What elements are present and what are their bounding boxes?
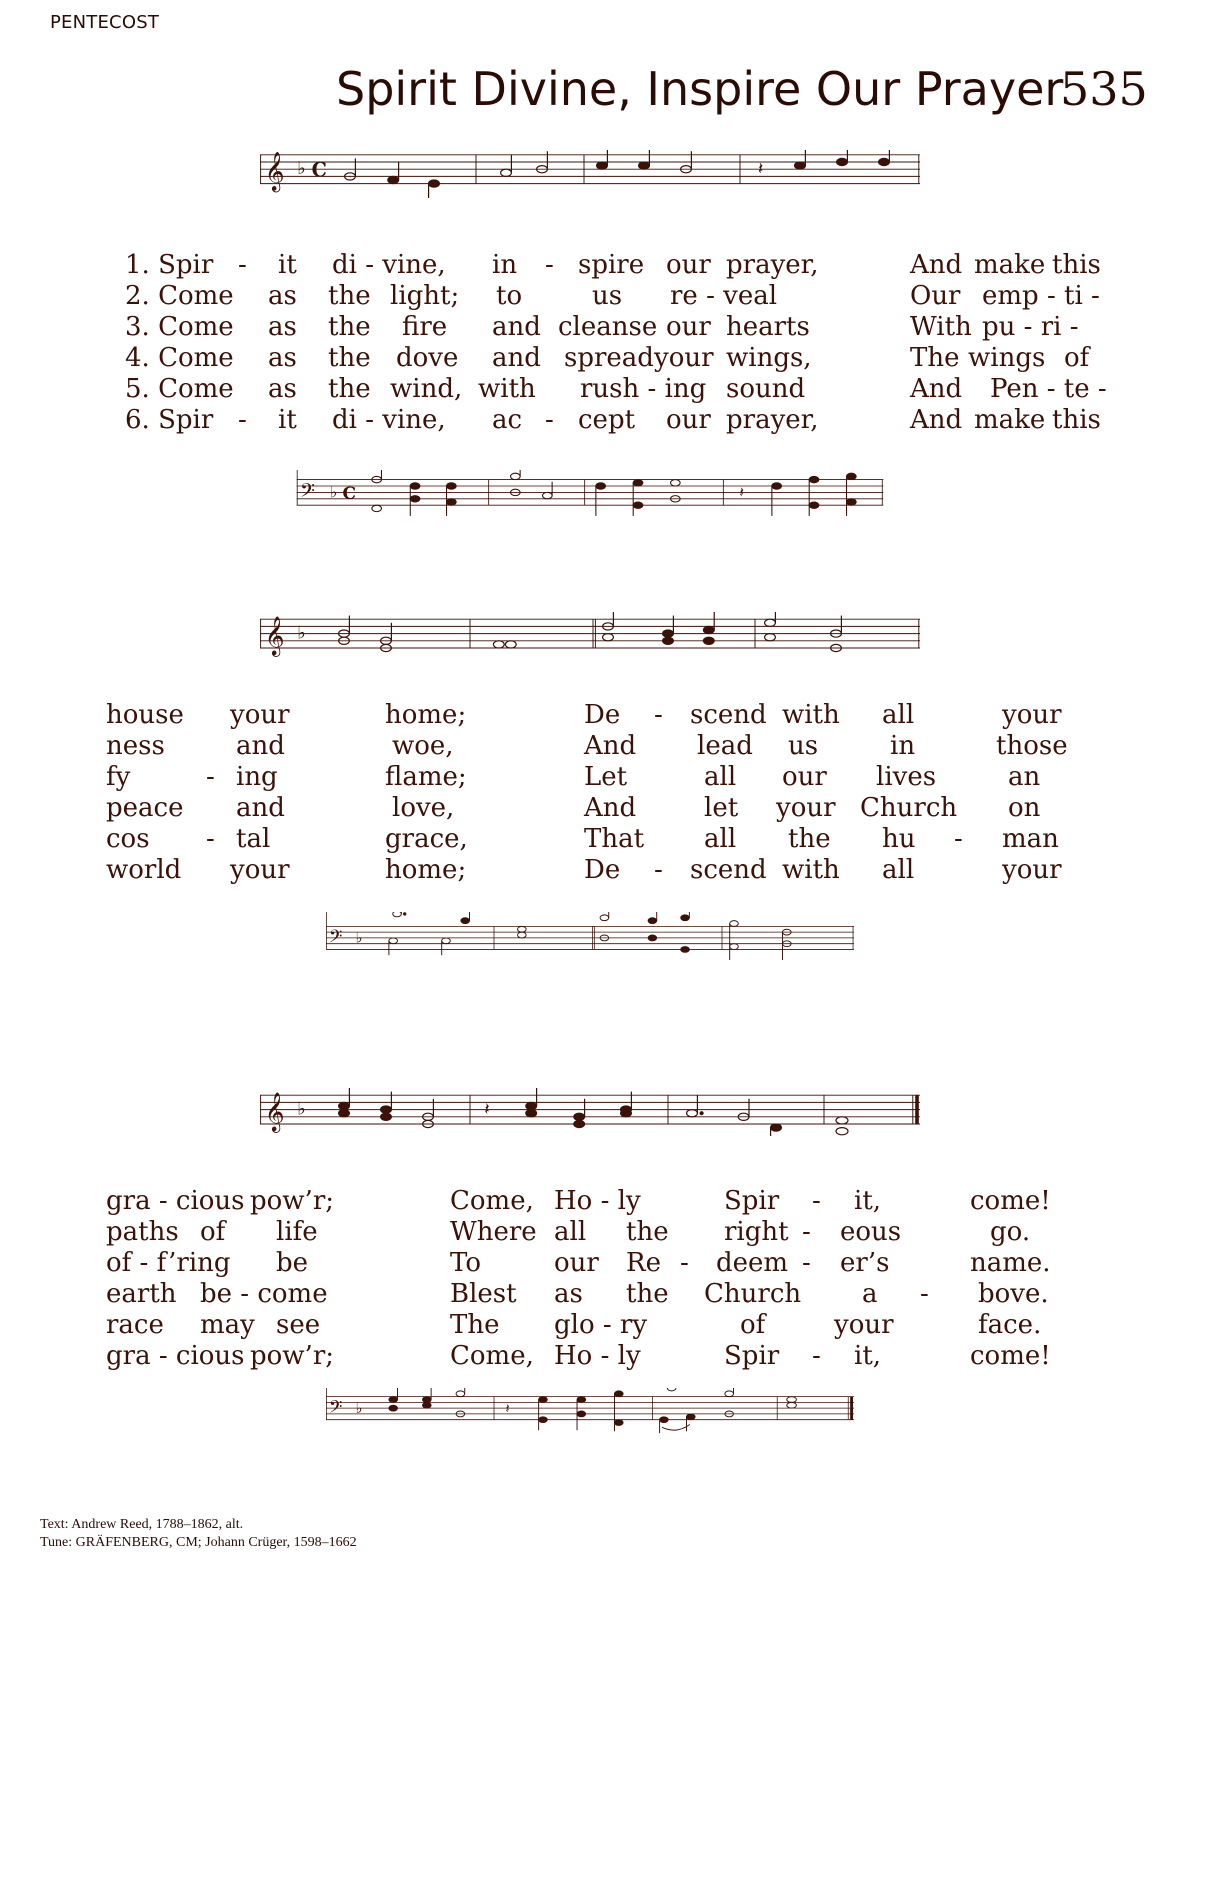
- bass-clef-icon: 𝄢: [328, 925, 343, 951]
- lyric-syllable: of: [740, 1310, 766, 1340]
- lyric-syllable: be - come: [200, 1279, 328, 1309]
- lyric-syllable: as: [268, 312, 297, 342]
- lyric-syllable: the: [328, 343, 371, 373]
- lyric-syllable: Where: [450, 1217, 537, 1247]
- lyric-syllable: -: [812, 1341, 821, 1371]
- lyric-syllable: -: [802, 1217, 811, 1247]
- lyric-syllable: Ho - ly: [554, 1341, 641, 1371]
- lyric-syllable: bove.: [978, 1279, 1049, 1309]
- lyric-syllable: -: [545, 250, 554, 280]
- lyric-syllable: paths: [106, 1217, 179, 1247]
- lyric-syllable: Church: [704, 1279, 802, 1309]
- lyric-syllable: your: [776, 793, 836, 823]
- lyric-syllable: as: [268, 374, 297, 404]
- lyric-syllable: 2. Come: [125, 281, 234, 311]
- lyric-syllable: face.: [978, 1310, 1042, 1340]
- lyric-syllable: lives: [876, 762, 937, 792]
- lyric-syllable: er’s: [840, 1248, 890, 1278]
- bass-staff: [40, 470, 1140, 518]
- lyric-syllable: Ho - ly: [554, 1186, 641, 1216]
- lyric-syllable: may: [200, 1310, 255, 1340]
- lyric-syllable: And: [910, 250, 963, 280]
- tune-credit: Tune: GRÄFENBERG, CM; Johann Crüger, 1598–1662: [40, 1535, 357, 1550]
- lyric-line-5: [40, 374, 1140, 405]
- lyric-syllable: the: [626, 1279, 669, 1309]
- lyric-syllable: di - vine,: [332, 250, 446, 280]
- lyric-syllable: all: [882, 855, 915, 885]
- lyric-line-2: [40, 731, 1140, 762]
- lyric-syllable: it,: [854, 1341, 882, 1371]
- lyric-syllable: our: [554, 1248, 599, 1278]
- lyric-line-3: [40, 312, 1140, 343]
- verse-lyrics: [40, 700, 1140, 886]
- lyric-syllable: tal: [236, 824, 271, 854]
- lyric-syllable: -: [680, 1248, 689, 1278]
- lyric-syllable: your: [834, 1310, 894, 1340]
- lyric-line-5: [40, 1310, 1140, 1341]
- lyric-syllable: as: [268, 343, 297, 373]
- lyric-syllable: And: [584, 731, 637, 761]
- lyric-syllable: with: [782, 700, 840, 730]
- lyric-syllable: on: [1008, 793, 1041, 823]
- lyric-syllable: this: [1052, 250, 1101, 280]
- lyric-syllable: Re: [626, 1248, 661, 1278]
- lyric-syllable: make: [974, 250, 1046, 280]
- lyric-syllable: all: [704, 824, 737, 854]
- svg-text:C: C: [311, 158, 327, 182]
- lyric-syllable: di - vine,: [332, 405, 446, 435]
- text-credit: Text: Andrew Reed, 1788–1862, alt.: [40, 1517, 244, 1532]
- lyric-syllable: our: [782, 762, 827, 792]
- lyric-syllable: your: [230, 700, 290, 730]
- lyric-syllable: The: [910, 343, 960, 373]
- lyric-syllable: -: [238, 405, 247, 435]
- lyric-syllable: prayer,: [726, 405, 819, 435]
- lyric-syllable: in: [890, 731, 916, 761]
- flat-icon: ♭: [297, 622, 306, 644]
- lyric-syllable: Let: [584, 762, 628, 792]
- lyric-syllable: peace: [106, 793, 184, 823]
- lyric-syllable: scend: [690, 855, 767, 885]
- lyric-line-1: [40, 250, 1140, 281]
- lyric-syllable: Our: [910, 281, 961, 311]
- lyric-syllable: the: [788, 824, 831, 854]
- lyric-syllable: of - f’ring: [106, 1248, 231, 1278]
- lyric-syllable: home;: [385, 855, 467, 885]
- lyric-syllable: wind,: [390, 374, 463, 404]
- treble-clef-icon: 𝄞: [264, 615, 285, 655]
- lyric-line-6: [40, 405, 1140, 436]
- lyric-syllable: -: [238, 250, 247, 280]
- lyric-syllable: the: [328, 281, 371, 311]
- lyric-syllable: -: [545, 405, 554, 435]
- lyric-syllable: And: [910, 374, 963, 404]
- treble-staff: [40, 1088, 1140, 1136]
- bass-staff: [40, 1388, 1140, 1436]
- lyric-syllable: ac: [492, 405, 523, 435]
- lyric-syllable: Pen - te -: [990, 374, 1107, 404]
- lyric-syllable: To: [450, 1248, 481, 1278]
- lyric-syllable: your: [654, 343, 714, 373]
- lyric-syllable: flame;: [385, 762, 467, 792]
- lyric-syllable: cos: [106, 824, 150, 854]
- lyric-syllable: And: [584, 793, 637, 823]
- flat-icon: ♭: [355, 1400, 363, 1417]
- lyric-line-4: [40, 343, 1140, 374]
- lyric-line-6: [40, 855, 1140, 886]
- lyric-syllable: 1. Spir: [125, 250, 214, 280]
- lyric-syllable: Church: [860, 793, 958, 823]
- lyric-syllable: our: [666, 312, 711, 342]
- credits: [40, 1516, 357, 1552]
- lyric-syllable: deem: [716, 1248, 789, 1278]
- lyric-syllable: glo - ry: [554, 1310, 648, 1340]
- treble-clef-icon: 𝄞: [264, 1091, 285, 1131]
- lyric-syllable: De: [584, 855, 621, 885]
- flat-icon: ♭: [297, 1098, 306, 1120]
- lyric-line-2: [40, 1217, 1140, 1248]
- lyric-syllable: gra - cious: [106, 1186, 245, 1216]
- lyric-syllable: home;: [385, 700, 467, 730]
- lyric-line-1: [40, 700, 1140, 731]
- svg-text:𝄽: 𝄽: [505, 1401, 510, 1417]
- bass-clef-icon: 𝄢: [328, 1395, 343, 1421]
- lyric-syllable: your: [230, 855, 290, 885]
- treble-staff: [40, 612, 1140, 660]
- lyric-syllable: our: [666, 405, 711, 435]
- lyric-line-5: [40, 824, 1140, 855]
- lyric-line-2: [40, 281, 1140, 312]
- lyric-syllable: race: [106, 1310, 164, 1340]
- lyric-syllable: our: [666, 250, 711, 280]
- lyric-syllable: spread: [564, 343, 654, 373]
- lyric-syllable: sound: [726, 374, 806, 404]
- lyric-syllable: those: [996, 731, 1068, 761]
- lyric-syllable: let: [704, 793, 739, 823]
- lyric-syllable: 6. Spir: [125, 405, 214, 435]
- lyric-syllable: eous: [840, 1217, 902, 1247]
- lyric-syllable: wings: [968, 343, 1046, 373]
- lyric-syllable: be: [276, 1248, 309, 1278]
- lyric-syllable: all: [554, 1217, 587, 1247]
- lyric-syllable: With: [910, 312, 972, 342]
- lyric-syllable: go.: [990, 1217, 1031, 1247]
- lyric-syllable: the: [328, 312, 371, 342]
- lyric-line-3: [40, 762, 1140, 793]
- lyric-syllable: -: [206, 762, 215, 792]
- lyric-syllable: rush - ing: [580, 374, 707, 404]
- lyric-syllable: -: [920, 1279, 929, 1309]
- lyric-syllable: with: [782, 855, 840, 885]
- lyric-syllable: of: [200, 1217, 226, 1247]
- treble-clef-icon: 𝄞: [264, 151, 285, 191]
- lyric-syllable: -: [206, 824, 215, 854]
- lyric-syllable: re - veal: [670, 281, 778, 311]
- lyric-syllable: it: [278, 250, 297, 280]
- hymn-number: 535: [1060, 62, 1148, 116]
- lyric-syllable: And: [910, 405, 963, 435]
- lyric-syllable: all: [882, 700, 915, 730]
- lyric-syllable: 5. Come: [125, 374, 234, 404]
- svg-text:𝄽: 𝄽: [484, 1098, 490, 1119]
- lyric-line-1: [40, 1186, 1140, 1217]
- lyric-syllable: hu: [882, 824, 916, 854]
- verse-lyrics: [40, 250, 1140, 436]
- lyric-line-6: [40, 1341, 1140, 1372]
- lyric-syllable: gra - cious: [106, 1341, 245, 1371]
- bass-clef-icon: 𝄢: [299, 478, 315, 507]
- lyric-syllable: scend: [690, 700, 767, 730]
- lyric-syllable: the: [328, 374, 371, 404]
- lyric-syllable: grace,: [385, 824, 468, 854]
- lyric-syllable: dove: [396, 343, 459, 373]
- lyric-syllable: cept: [578, 405, 636, 435]
- lyric-syllable: pow’r;: [250, 1341, 335, 1371]
- lyric-syllable: to: [496, 281, 523, 311]
- lyric-syllable: fire: [402, 312, 448, 342]
- lyric-line-3: [40, 1248, 1140, 1279]
- lyric-syllable: and: [492, 312, 541, 342]
- lyric-syllable: as: [268, 281, 297, 311]
- lyric-syllable: cleanse: [558, 312, 658, 342]
- flat-icon: ♭: [329, 482, 338, 502]
- lyric-syllable: 3. Come: [125, 312, 234, 342]
- lyric-syllable: De: [584, 700, 621, 730]
- lyric-syllable: as: [554, 1279, 583, 1309]
- lyric-syllable: with: [478, 374, 536, 404]
- lyric-syllable: Spir: [724, 1341, 780, 1371]
- lyric-syllable: world: [106, 855, 182, 885]
- lyric-syllable: pow’r;: [250, 1186, 335, 1216]
- lyric-syllable: of: [1064, 343, 1090, 373]
- lyric-syllable: house: [106, 700, 184, 730]
- lyric-syllable: -: [812, 1186, 821, 1216]
- lyric-syllable: love,: [392, 793, 455, 823]
- lyric-syllable: Come,: [450, 1186, 534, 1216]
- section-label: PENTECOST: [50, 12, 160, 33]
- lyric-syllable: your: [1002, 855, 1062, 885]
- lyric-syllable: That: [584, 824, 645, 854]
- lyric-syllable: right: [724, 1217, 789, 1247]
- lyric-syllable: it: [278, 405, 297, 435]
- svg-text:C: C: [342, 483, 357, 504]
- lyric-syllable: prayer,: [726, 250, 819, 280]
- flat-icon: ♭: [355, 930, 363, 947]
- lyric-syllable: your: [1002, 700, 1062, 730]
- lyric-syllable: -: [954, 824, 963, 854]
- lyric-syllable: Spir: [724, 1186, 780, 1216]
- lyric-syllable: the: [626, 1217, 669, 1247]
- lyric-syllable: -: [654, 855, 663, 885]
- lyric-syllable: lead: [697, 731, 753, 761]
- lyric-syllable: come!: [970, 1341, 1051, 1371]
- lyric-syllable: woe,: [392, 731, 454, 761]
- lyric-syllable: -: [654, 700, 663, 730]
- lyric-syllable: emp - ti -: [982, 281, 1100, 311]
- lyric-syllable: ness: [106, 731, 165, 761]
- lyric-syllable: and: [492, 343, 541, 373]
- lyric-syllable: us: [592, 281, 623, 311]
- lyric-syllable: name.: [970, 1248, 1051, 1278]
- lyric-syllable: and: [236, 793, 285, 823]
- svg-text:𝄽: 𝄽: [758, 158, 764, 178]
- lyric-syllable: Come,: [450, 1341, 534, 1371]
- lyric-syllable: us: [788, 731, 819, 761]
- lyric-syllable: fy: [106, 762, 131, 792]
- lyric-syllable: hearts: [726, 312, 810, 342]
- verse-lyrics: [40, 1186, 1140, 1372]
- lyric-syllable: man: [1002, 824, 1059, 854]
- lyric-syllable: pu - ri -: [982, 312, 1079, 342]
- lyric-syllable: 4. Come: [125, 343, 234, 373]
- svg-text:𝄽: 𝄽: [739, 483, 744, 502]
- lyric-syllable: Blest: [450, 1279, 517, 1309]
- lyric-syllable: in: [492, 250, 518, 280]
- lyric-syllable: earth: [106, 1279, 177, 1309]
- flat-icon: ♭: [297, 158, 306, 179]
- lyric-syllable: a: [862, 1279, 878, 1309]
- lyric-syllable: The: [450, 1310, 500, 1340]
- lyric-syllable: ing: [236, 762, 278, 792]
- lyric-syllable: an: [1008, 762, 1041, 792]
- lyric-syllable: make: [974, 405, 1046, 435]
- lyric-syllable: spire: [578, 250, 645, 280]
- lyric-syllable: see: [276, 1310, 321, 1340]
- lyric-syllable: light;: [390, 281, 460, 311]
- lyric-syllable: it,: [854, 1186, 882, 1216]
- hymn-title: Spirit Divine, Inspire Our Prayer: [336, 62, 1064, 116]
- lyric-line-4: [40, 793, 1140, 824]
- lyric-syllable: come!: [970, 1186, 1051, 1216]
- treble-staff: [40, 150, 1140, 198]
- lyric-syllable: wings,: [726, 343, 812, 373]
- lyric-syllable: all: [704, 762, 737, 792]
- bass-staff: [40, 912, 1140, 960]
- lyric-syllable: and: [236, 731, 285, 761]
- lyric-syllable: this: [1052, 405, 1101, 435]
- lyric-syllable: life: [276, 1217, 318, 1247]
- lyric-line-4: [40, 1279, 1140, 1310]
- lyric-syllable: -: [802, 1248, 811, 1278]
